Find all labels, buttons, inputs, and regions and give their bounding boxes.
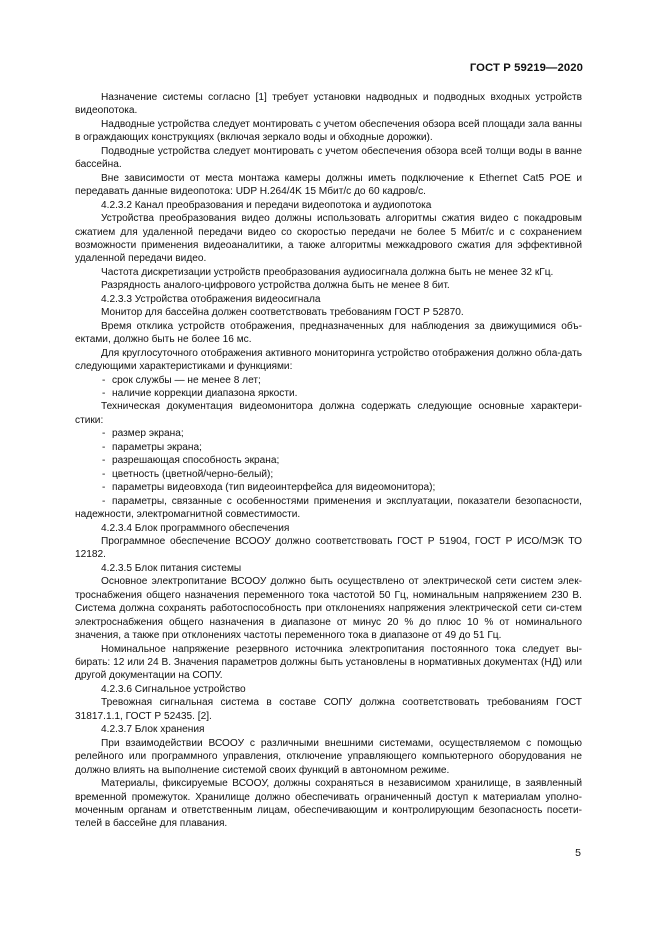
paragraph: Для круглосуточного отображения активного мониторинга устройство отображения должно обла-дать следующими характеристиками и функциями: — [75, 347, 582, 373]
list-item: - параметры видеовхода (тип видеоинтерфейса для видеомонитора); — [102, 482, 436, 494]
paragraph: Техническая документация видеомонитора должна содержать следующие основные характери-стики: — [75, 401, 582, 426]
list-item: - разрешающая способность экрана; — [102, 455, 280, 467]
section-heading: 4.2.3.6 Сигнальное устройство — [101, 683, 246, 695]
list-item: - параметры экрана; — [102, 441, 202, 453]
list-marker: - — [102, 455, 106, 467]
paragraph: Монитор для бассейна должен соответствовать требованиям ГОСТ Р 52870. — [101, 307, 464, 319]
document-body — [75, 91, 582, 831]
list-item: - размер экрана; — [102, 428, 184, 440]
paragraph: Устройства преобразования видео должны использовать алгоритмы сжатия видео с покадровым сжатием для удаленной передачи видео со скоростью передачи не более 5 Мбит/с и с сохранением возможности применения видеоаналитики, а также алгоритмы межкадрового сжатия для эффективной удаленной передачи видео. — [75, 213, 582, 265]
list-marker: - — [102, 387, 106, 399]
paragraph: Тревожная сигнальная система в составе СОПУ должна соответствовать требованиям ГОСТ 31817.1.1, ГОСТ Р 52435. [2]. — [75, 697, 582, 722]
paragraph: Частота дискретизации устройств преобразования аудиосигнала должна быть не менее 32 кГц. — [101, 266, 554, 278]
section-heading: 4.2.3.3 Устройства отображения видеосигнала — [101, 293, 321, 305]
paragraph: Надводные устройства следует монтировать с учетом обеспечения обзора всей площади зала ванны в ограждающих конструкциях (включая зеркало воды и обходные дорожки). — [75, 118, 582, 144]
page-number: 5 — [575, 847, 581, 859]
paragraph: Вне зависимости от места монтажа камеры должны иметь подключение к Ethernet Cat5 POE и передавать данные видеопотока: UDP H.264/4K 15 Мбит/с до 60 кадров/с. — [75, 172, 582, 198]
paragraph: Номинальное напряжение резервного источника электропитания постоянного тока следует вы-бирать: 12 или 24 В. Значения параметров должны быть установлены в нормативных документах (НД) или другой документации на СОПУ. — [75, 643, 582, 682]
list-item: - параметры, связанные с особенностями применения и эксплуатации, показатели безопасности, надежности, электромагнитной совместимости. — [75, 495, 582, 521]
list-marker: - — [102, 428, 106, 440]
section-heading: 4.2.3.2 Канал преобразования и передачи видеопотока и аудиопотока — [101, 199, 432, 211]
paragraph: Программное обеспечение ВСООУ должно соответствовать ГОСТ Р 51904, ГОСТ Р ИСО/МЭК ТО 12182. — [75, 535, 582, 561]
paragraph: Основное электропитание ВСООУ должно быть осуществлено от электрической сети систем элек-троснабжения общего назначения переменного тока частотой 50 Гц, номинальным напряжением 230 В. Система должна сохранять работоспособность при отклонениях напряжения электрической сети си-стем электроснабжения общего назначения в диапазоне от минус 20 % до плюс 10 % от номинального значения, а также при отклонениях частоты переменного тока в диапазоне от 49 до 51 Гц. — [75, 576, 582, 642]
list-marker: - — [102, 374, 106, 386]
paragraph: Материалы, фиксируемые ВСООУ, должны сохраняться в независимом хранилище, в заявленный временной промежуток. Хранилище должно обеспечивать ограниченный доступ к материалам уполно-моченным органам и ответственным лицам, обеспечивающим и контролирующим безопасность посети-телей в бассейне для плавания. — [75, 778, 582, 830]
list-item: - наличие коррекции диапазона яркости. — [102, 387, 298, 399]
paragraph: При взаимодействии ВСООУ с различными внешними системами, осуществляемом с помощью релейного или программного управления, отключение управляющего компьютерного оборудования не должно влиять на выполнение системой своих функций в автономном режиме. — [75, 737, 582, 776]
list-marker: - — [102, 441, 106, 453]
paragraph: Подводные устройства следует монтировать с учетом обеспечения обзора всей толщи воды в ванне бассейна. — [75, 145, 582, 171]
list-item: - цветность (цветной/черно-белый); — [102, 468, 274, 480]
list-marker: - — [102, 482, 106, 494]
list-marker: - — [102, 468, 106, 480]
section-heading: 4.2.3.5 Блок питания системы — [101, 562, 242, 574]
section-heading: 4.2.3.7 Блок хранения — [101, 724, 205, 736]
paragraph: Время отклика устройств отображения, предназначенных для наблюдения за движущимися объ-ектами, должно быть не более 16 мс. — [75, 320, 582, 346]
list-item: - срок службы — не менее 8 лет; — [102, 374, 261, 386]
section-heading: 4.2.3.4 Блок программного обеспечения — [101, 522, 290, 534]
paragraph: Назначение системы согласно [1] требует установки надводных и подводных входных устройств видеопотока. — [75, 92, 582, 117]
paragraph: Разрядность аналого-цифрового устройства должна быть не менее 8 бит. — [101, 280, 450, 292]
document-number-header: ГОСТ Р 59219—2020 — [469, 62, 583, 74]
list-marker: - — [102, 495, 106, 507]
